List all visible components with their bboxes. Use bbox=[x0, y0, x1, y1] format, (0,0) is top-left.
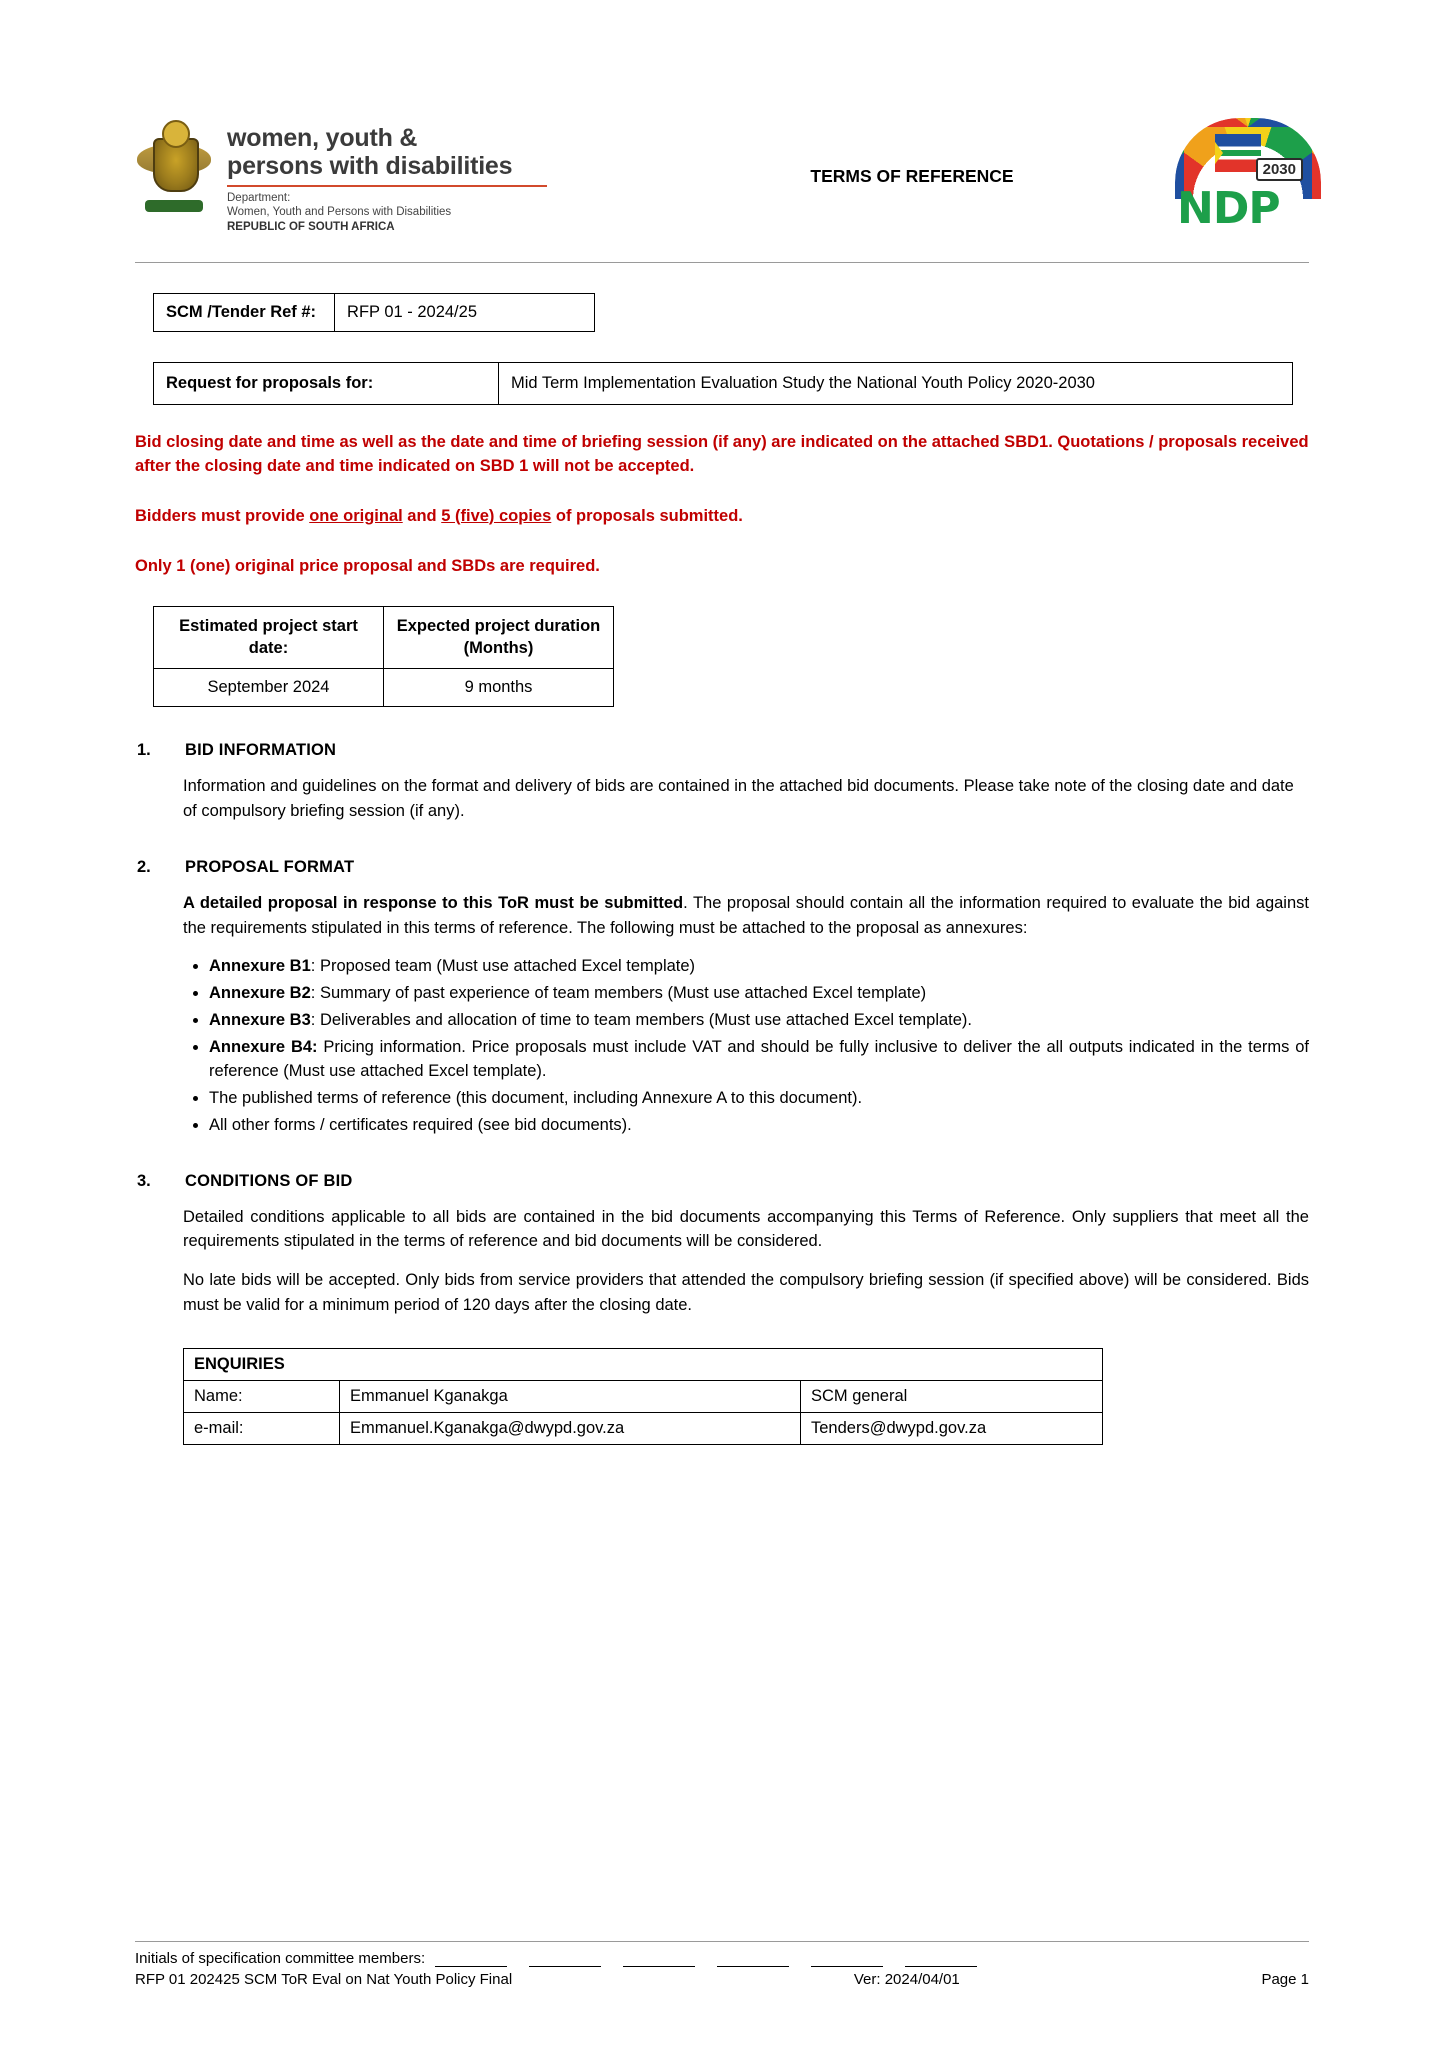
paragraph bbox=[183, 891, 1309, 941]
annexure-label: Annexure B3 bbox=[209, 1010, 311, 1029]
initials-blank bbox=[623, 1952, 695, 1967]
notice-copies-a: Bidders must provide bbox=[135, 506, 310, 525]
ndp-year-label: 2030 bbox=[1256, 158, 1303, 181]
list-item bbox=[209, 954, 1309, 979]
section-number: 1. bbox=[137, 741, 151, 760]
rfp-subject-table bbox=[153, 362, 1293, 405]
header-divider bbox=[135, 262, 1309, 263]
enquiries-name-label: Name: bbox=[184, 1380, 340, 1412]
notice-copies-original: one original bbox=[309, 506, 403, 525]
enquiries-email-value: Emmanuel.Kganakga@dwypd.gov.za bbox=[340, 1412, 801, 1444]
table-row bbox=[184, 1348, 1103, 1380]
document-header bbox=[135, 100, 1309, 236]
enquiries-email-value-2: Tenders@dwypd.gov.za bbox=[801, 1412, 1103, 1444]
paragraph: Detailed conditions applicable to all bids are contained in the bid documents accompanying this Terms of Reference. Only suppliers that meet all the requirements stipulated in the terms of reference and bid documents will be considered. bbox=[183, 1207, 1309, 1251]
cell-duration: 9 months bbox=[384, 669, 614, 707]
list-item bbox=[209, 1113, 1309, 1138]
section-heading: PROPOSAL FORMAT bbox=[185, 857, 355, 876]
footer-initials-blanks bbox=[435, 1952, 977, 1967]
section-conditions-of-bid bbox=[135, 1172, 1309, 1191]
table-row bbox=[184, 1412, 1103, 1444]
table-row bbox=[154, 294, 595, 332]
tender-ref-table bbox=[153, 293, 595, 332]
list-item bbox=[209, 1035, 1309, 1085]
footer-doc-ref: RFP 01 202425 SCM ToR Eval on Nat Youth Policy Final bbox=[135, 1971, 513, 1988]
department-name bbox=[227, 118, 547, 234]
footer-divider bbox=[135, 1941, 1309, 1942]
section-1-body bbox=[183, 774, 1309, 824]
table-row bbox=[184, 1380, 1103, 1412]
annexure-text: Pricing information. Price proposals must include VAT and should be fully inclusive to deliver the all outputs indicated in the terms of reference (Must use attached Excel template). bbox=[209, 1037, 1309, 1081]
annexure-text: The published terms of reference (this document, including Annexure A to this document). bbox=[209, 1089, 863, 1108]
enquiries-name-value-2: SCM general bbox=[801, 1380, 1103, 1412]
list-item bbox=[209, 1008, 1309, 1033]
enquiries-email-label: e-mail: bbox=[184, 1412, 340, 1444]
notice-price-proposal: Only 1 (one) original price proposal and SBDs are required. bbox=[135, 556, 600, 575]
notice-copies-b: and bbox=[402, 506, 442, 525]
initials-blank bbox=[717, 1952, 789, 1967]
department-logo bbox=[135, 118, 655, 234]
annexure-text: : Deliverables and allocation of time to team members (Must use attached Excel template). bbox=[310, 1010, 972, 1029]
col-header-start-date: Estimated project start date: bbox=[154, 607, 384, 669]
proposal-format-bold: A detailed proposal in response to this ToR must be submitted bbox=[183, 893, 684, 912]
notice-closing-date: Bid closing date and time as well as the date and time of briefing session (if any) are indicated on the attached SBD1. Quotations / proposals received after the closing date and time indicated on SBD 1 will not be accepted. bbox=[135, 432, 1309, 475]
notice-copies-count: 5 (five) copies bbox=[441, 506, 552, 525]
paragraph: No late bids will be accepted. Only bids from service providers that attended the compulsory briefing session (if specified above) will be considered. Bids must be valid for a minimum period of 120 days after the closing date. bbox=[183, 1271, 1309, 1314]
rfp-subject-label: Request for proposals for: bbox=[154, 363, 499, 405]
project-dates-table bbox=[153, 606, 614, 707]
enquiries-title: ENQUIRIES bbox=[184, 1348, 1103, 1380]
initials-blank bbox=[905, 1952, 977, 1967]
department-sub2: Women, Youth and Persons with Disabilities bbox=[227, 206, 452, 219]
annexure-label: Annexure B4: bbox=[209, 1037, 318, 1056]
section-heading: BID INFORMATION bbox=[185, 741, 337, 760]
section-bid-information bbox=[135, 741, 1309, 760]
list-item bbox=[209, 981, 1309, 1006]
department-line1: women, youth & bbox=[227, 124, 418, 152]
department-sub1: Department: bbox=[227, 192, 291, 204]
footer-version: Ver: 2024/04/01 bbox=[853, 1971, 960, 1988]
department-sub3: REPUBLIC OF SOUTH AFRICA bbox=[227, 220, 395, 233]
annexure-label: Annexure B1 bbox=[209, 957, 311, 976]
coat-of-arms-icon bbox=[135, 118, 213, 214]
footer-initials-label: Initials of specification committee members: bbox=[135, 1950, 426, 1967]
section-3-body bbox=[183, 1205, 1309, 1318]
section-number: 2. bbox=[137, 857, 151, 876]
notice-copies-c: of proposals submitted. bbox=[551, 506, 743, 525]
section-number: 3. bbox=[137, 1171, 151, 1190]
table-row bbox=[154, 363, 1293, 405]
tender-ref-label: SCM /Tender Ref #: bbox=[154, 294, 335, 332]
section-heading: CONDITIONS OF BID bbox=[185, 1171, 353, 1190]
table-row bbox=[154, 669, 614, 707]
annexure-list bbox=[183, 954, 1309, 1137]
section-2-body bbox=[183, 891, 1309, 1138]
ndp-letters-label: NDP bbox=[1177, 183, 1280, 234]
annexure-text: All other forms / certificates required (see bid documents). bbox=[209, 1115, 632, 1134]
brand-rule bbox=[227, 185, 547, 187]
initials-blank bbox=[529, 1952, 601, 1967]
list-item bbox=[209, 1086, 1309, 1111]
enquiries-name-value: Emmanuel Kganakga bbox=[340, 1380, 801, 1412]
annexure-label: Annexure B2 bbox=[209, 984, 311, 1003]
proposal-format-rest: . The proposal should contain all the information required to evaluate the bid against the requirements stipulated in this terms of reference. The following must be attached to the proposal as annexures: bbox=[183, 893, 1309, 937]
footer-page-number: Page 1 bbox=[1261, 1971, 1309, 1988]
footer-meta-row bbox=[135, 1971, 1309, 1988]
page-title: TERMS OF REFERENCE bbox=[810, 166, 1014, 186]
tender-ref-value: RFP 01 - 2024/25 bbox=[335, 294, 595, 332]
ndp-logo-icon bbox=[1169, 118, 1309, 236]
footer-initials-row bbox=[135, 1950, 1309, 1967]
annexure-text: : Summary of past experience of team members (Must use attached Excel template) bbox=[310, 984, 927, 1003]
section-proposal-format bbox=[135, 858, 1309, 877]
initials-blank bbox=[811, 1952, 883, 1967]
notice-copies bbox=[135, 505, 1309, 529]
table-row bbox=[154, 607, 614, 669]
annexure-text: : Proposed team (Must use attached Excel template) bbox=[310, 957, 696, 976]
cell-start-date: September 2024 bbox=[154, 669, 384, 707]
department-line2: persons with disabilities bbox=[227, 152, 513, 180]
col-header-duration: Expected project duration (Months) bbox=[384, 607, 614, 669]
page-footer bbox=[135, 1941, 1309, 1988]
rfp-subject-value: Mid Term Implementation Evaluation Study the National Youth Policy 2020-2030 bbox=[499, 363, 1293, 405]
initials-blank bbox=[435, 1952, 507, 1967]
paragraph: Information and guidelines on the format and delivery of bids are contained in the attached bid documents. Please take note of the closing date and date of compulsory briefing session (if any). bbox=[183, 777, 1294, 821]
enquiries-table bbox=[183, 1348, 1103, 1445]
